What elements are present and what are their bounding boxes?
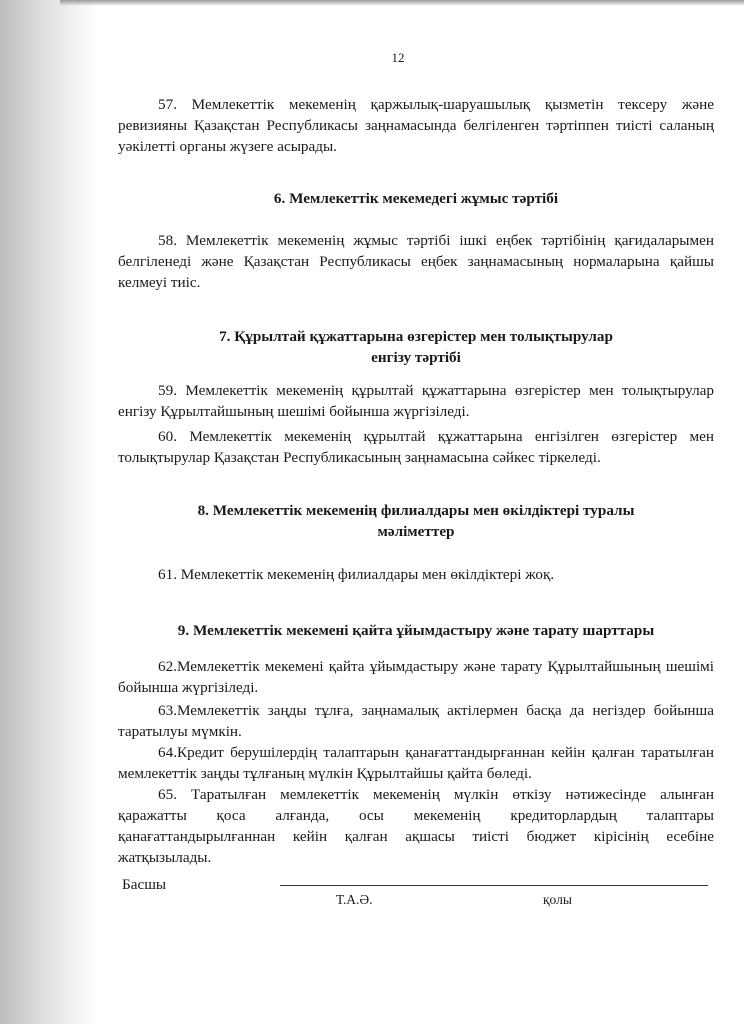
paragraph-61: 61. Мемлекеттік мекеменің филиалдары мен өкілдіктері жоқ. [158, 566, 555, 583]
signature-sign-caption: қолы [543, 892, 572, 907]
paragraph-57: 57. Мемлекеттік мекеменің қаржылық-шаруашылық қызметін тексеру және ревизияны Қазақстан Республикасы заңнамасында белгіленген тәртіппен тиісті саланың уәкілетті органы жүзеге асырады. [118, 96, 714, 155]
document-page [118, 0, 714, 1024]
signature-name-caption: Т.А.Ә. [336, 892, 373, 907]
signature-line [280, 885, 708, 886]
section-8-heading [118, 500, 714, 542]
paragraph-65: 65. Таратылған мемлекеттік мекеменің мүлкін өткізу нәтижесінде алынған қаражатты қоса алғанда, осы мекеменің кредиторлардың талаптары қанағаттандырылғаннан кейін қалған ақшасы тиісті бюджет кірісінің есебіне жатқызылады. [118, 786, 714, 866]
section-6-heading: 6. Мемлекеттік мекемедегі жұмыс тәртібі [273, 190, 559, 207]
section-9-heading: 9. Мемлекеттік мекемені қайта ұйымдастыру және тарату шарттары [177, 622, 655, 639]
signature-label: Басшы [122, 876, 167, 893]
paragraph-58: 58. Мемлекеттік мекеменің жұмыс тәртібі ішкі еңбек тәртібінің қағидаларымен белгіленеді және Қазақстан Республикасы еңбек заңнамасының нормаларына қайшы келмеуі тиіс. [118, 232, 714, 291]
section-7-heading [118, 326, 714, 368]
section-8-heading-line-2: мәліметтер [377, 523, 455, 540]
paragraph-60: 60. Мемлекеттік мекеменің құрылтай құжаттарына енгізілген өзгерістер мен толықтырулар Қазақстан Республикасының заңнамасына сәйкес тіркеледі. [118, 428, 714, 466]
section-7-heading-line-2: енгізу тәртібі [371, 349, 461, 366]
section-7-heading-line-1: 7. Құрылтай құжаттарына өзгерістер мен толықтырулар [219, 328, 613, 345]
page-number: 12 [391, 50, 405, 65]
paragraph-62: 62.Мемлекеттік мекемені қайта ұйымдастыру және тарату Құрылтайшының шешімі бойынша жүргізіледі. [118, 658, 714, 696]
section-8-heading-line-1: 8. Мемлекеттік мекеменің филиалдары мен өкілдіктері туралы [197, 502, 635, 519]
paragraph-59: 59. Мемлекеттік мекеменің құрылтай құжаттарына өзгерістер мен толықтырулар енгізу Құрылтайшының шешімі бойынша жүргізіледі. [118, 382, 714, 420]
scan-edge-shadow [0, 0, 100, 1024]
paragraph-64: 64.Кредит берушілердің талаптарын қанағаттандырғаннан кейін қалған таратылған мемлекеттік заңды тұлғаның мүлкін Құрылтайшы қайта бөледі. [118, 744, 714, 782]
paragraph-63: 63.Мемлекеттік заңды тұлға, заңнамалық актілермен басқа да негіздер бойынша таратылуы мүмкін. [118, 702, 714, 740]
